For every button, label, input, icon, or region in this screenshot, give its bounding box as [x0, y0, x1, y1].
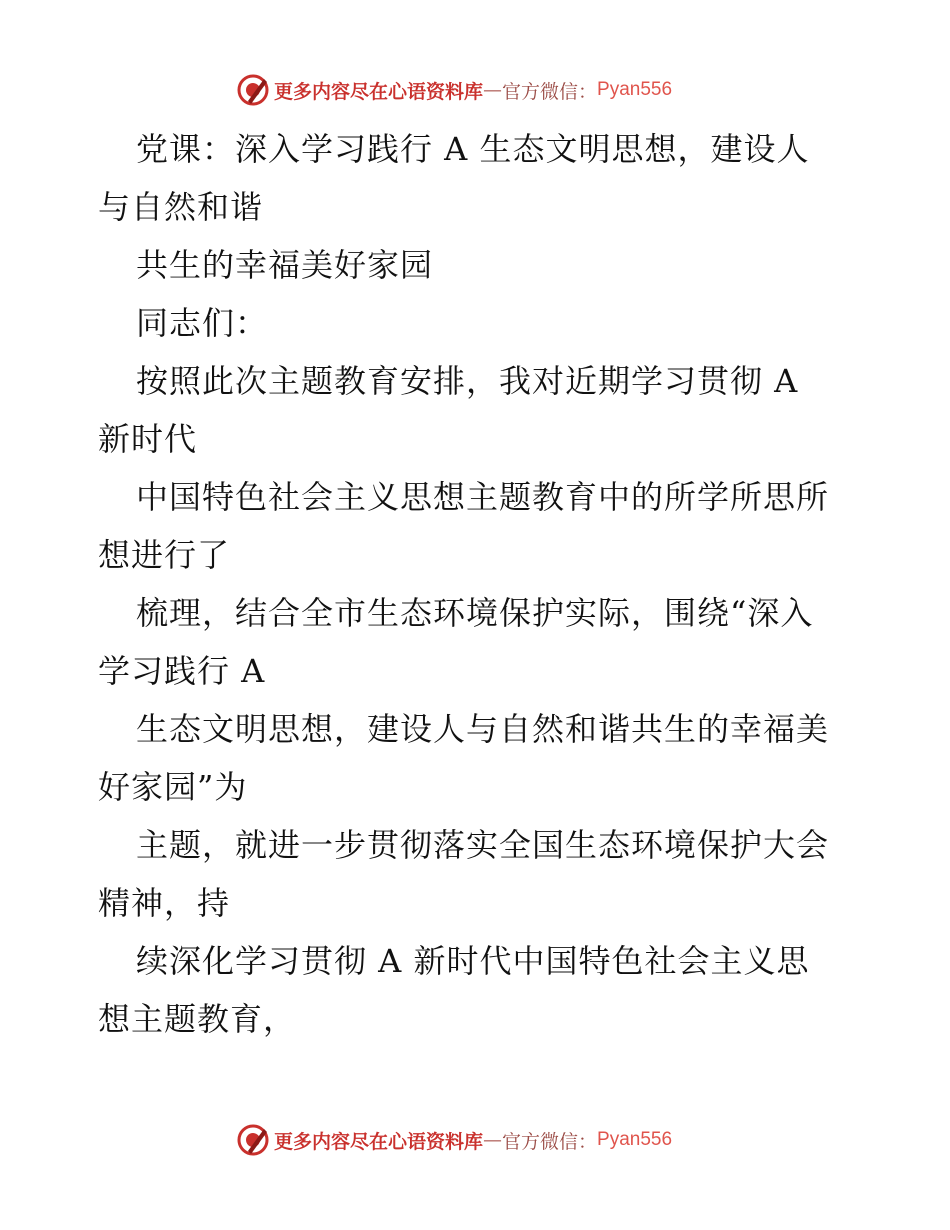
footer-banner-wechat-id: Pyan556 — [597, 1129, 673, 1150]
document-body — [98, 120, 868, 1048]
header-banner-sub-text: 官方微信： — [502, 80, 598, 103]
header-banner-main-text: 更多内容尽在心语资料库 — [274, 80, 484, 103]
paragraph-line: 学习践行 A — [98, 652, 266, 690]
salutation: 同志们： — [136, 304, 269, 342]
footer-banner-separator: — — [483, 1129, 503, 1151]
paragraph-line: 生态文明思想，建设人与自然和谐共生的幸福美 — [136, 710, 830, 748]
paragraph-line: 中国特色社会主义思想主题教育中的所学所思所 — [136, 478, 830, 516]
pen-logo-icon — [236, 1123, 270, 1157]
paragraph-line: 按照此次主题教育安排，我对近期学习贯彻 A — [136, 362, 799, 400]
header-watermark-banner — [236, 72, 716, 108]
header-banner-separator: — — [483, 79, 503, 101]
title-line-3: 共生的幸福美好家园 — [136, 246, 434, 284]
paragraph-line: 主题，就进一步贯彻落实全国生态环境保护大会 — [136, 826, 830, 864]
paragraph-line: 想进行了 — [98, 536, 231, 574]
paragraph-line: 续深化学习贯彻 A 新时代中国特色社会主义思 — [136, 942, 810, 980]
header-banner-wechat-id: Pyan556 — [597, 79, 673, 100]
paragraph-line: 梳理，结合全市生态环境保护实际，围绕“深入 — [136, 594, 814, 632]
title-line-2: 与自然和谐 — [98, 188, 264, 226]
paragraph-line: 好家园”为 — [98, 768, 248, 806]
paragraph-line: 新时代 — [98, 420, 198, 458]
paragraph-line: 想主题教育， — [98, 1000, 297, 1038]
footer-watermark-banner — [236, 1122, 716, 1158]
paragraph-line: 精神，持 — [98, 884, 231, 922]
pen-logo-icon — [236, 73, 270, 107]
title-line-1: 党课：深入学习践行 A 生态文明思想，建设人 — [136, 130, 810, 168]
footer-banner-sub-text: 官方微信： — [502, 1130, 598, 1153]
footer-banner-main-text: 更多内容尽在心语资料库 — [274, 1130, 484, 1153]
